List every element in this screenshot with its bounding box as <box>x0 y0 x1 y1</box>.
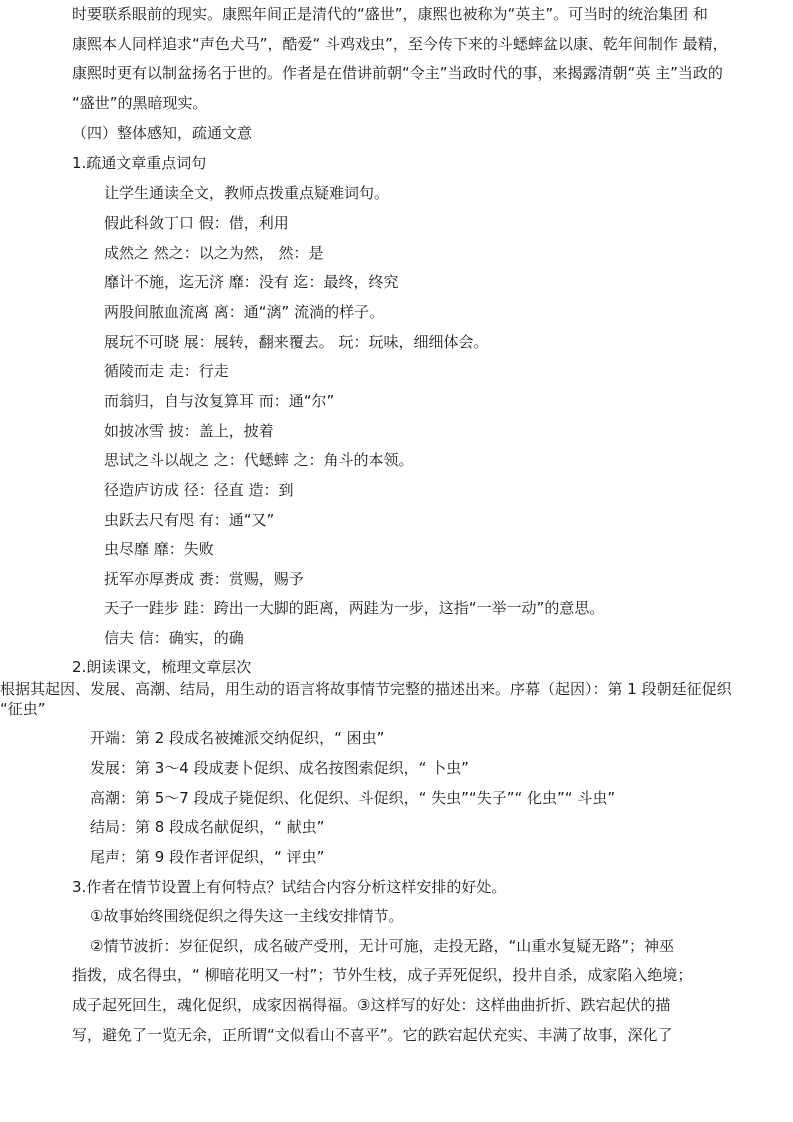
section-heading: （四）整体感知，疏通文意 <box>72 124 253 142</box>
vocab-item: 如披冰雪 披：盖上，披着 <box>104 422 274 440</box>
part2-overview-line-2: “征虫” <box>0 700 46 718</box>
part3-para-line-1: ②情节波折：岁征促织，成名破产受刑，无计可施，走投无路，“山重水复疑无路”；神巫 <box>90 937 674 955</box>
vocab-item: 虫跃去尺有咫 有：通“又” <box>104 511 275 529</box>
vocab-item: 两股间脓血流离 离：通“漓” 流淌的样子。 <box>104 303 385 321</box>
part1-heading: 1.疏通文章重点词句 <box>72 154 207 172</box>
part3-heading: 3.作者在情节设置上有何特点？试结合内容分析这样安排的好处。 <box>72 878 507 896</box>
stage-item: 尾声：第 9 段作者评促织，“ 评虫” <box>90 848 325 866</box>
vocab-item: 虫尽靡 靡：失败 <box>104 540 214 558</box>
vocab-item: 抚军亦厚赉成 赉：赏赐，赐予 <box>104 570 304 588</box>
vocab-item: 而翁归，自与汝复算耳 而：通“尔” <box>104 392 335 410</box>
vocab-item: 循陵而走 走：行走 <box>104 362 229 380</box>
part3-point-1: ①故事始终围绕促织之得失这一主线安排情节。 <box>90 907 404 925</box>
vocab-item: 靡计不施，迄无济 靡：没有 迄：最终，终究 <box>104 273 399 291</box>
stage-item: 高潮：第 5～7 段成子毙促织、化促织、斗促织，“ 失虫”“失子”“ 化虫”“ 斗虫” <box>90 789 616 807</box>
part3-para-line-2: 指拨，成名得虫，“ 柳暗花明又一村”；节外生枝，成子弄死促织，投井自杀，成家陷入绝境； <box>72 966 693 984</box>
intro-line-1: 时要联系眼前的现实。康熙年间正是清代的“盛世”，康熙也被称为“英主”。可当时的统治集团 和 <box>72 5 708 23</box>
stage-item: 结局：第 8 段成名献促织，“ 献虫” <box>90 818 325 836</box>
stage-item: 发展：第 3～4 段成妻卜促织、成名按图索促织，“ 卜虫” <box>90 759 469 777</box>
vocab-item: 展玩不可晓 展：展转，翻来覆去。 玩：玩味，细细体会。 <box>104 333 489 351</box>
vocab-item: 信夫 信：确实，的确 <box>104 629 244 647</box>
part3-para-line-3: 成子起死回生，魂化促织，成家因祸得福。③这样写的好处：这样曲曲折折、跌宕起伏的描 <box>72 996 671 1014</box>
vocab-item: 径造庐访成 径：径直 造：到 <box>104 481 294 499</box>
vocab-item: 思试之斗以觇之 之：代蟋蟀 之：角斗的本领。 <box>104 451 414 469</box>
vocab-item: 成然之 然之：以之为然， 然：是 <box>104 244 324 262</box>
intro-line-2: 康熙本人同样追求“声色犬马”，酷爱“ 斗鸡戏虫”，至今传下来的斗蟋蟀盆以康、乾年间制作 最精， <box>72 35 728 53</box>
vocab-item: 天子一跬步 跬：跨出一大脚的距离，两跬为一步，这指“一举一动”的意思。 <box>104 599 605 617</box>
intro-line-3: 康熙时更有以制盆扬名于世的。作者是在借讲前朝“令主”当政时代的事，来揭露清朝“英 主”当政的 <box>72 64 723 82</box>
part3-para-line-4: 写，避免了一览无余，正所谓“文似看山不喜平”。它的跌宕起伏充实、丰满了故事，深化了 <box>72 1026 673 1044</box>
vocab-item: 假此科敛丁口 假：借，利用 <box>104 214 289 232</box>
part1-intro: 让学生通读全文，教师点拨重点疑难词句。 <box>104 184 390 202</box>
part2-overview-line-1: 根据其起因、发展、高潮、结局，用生动的语言将故事情节完整的描述出来。序幕（起因）：第 1 段朝廷征促织 <box>0 680 732 698</box>
part2-heading: 2.朗读课文，梳理文章层次 <box>72 658 252 676</box>
stage-item: 开端：第 2 段成名被摊派交纳促织，“ 困虫” <box>90 729 385 747</box>
intro-line-4: “盛世”的黑暗现实。 <box>72 94 208 112</box>
